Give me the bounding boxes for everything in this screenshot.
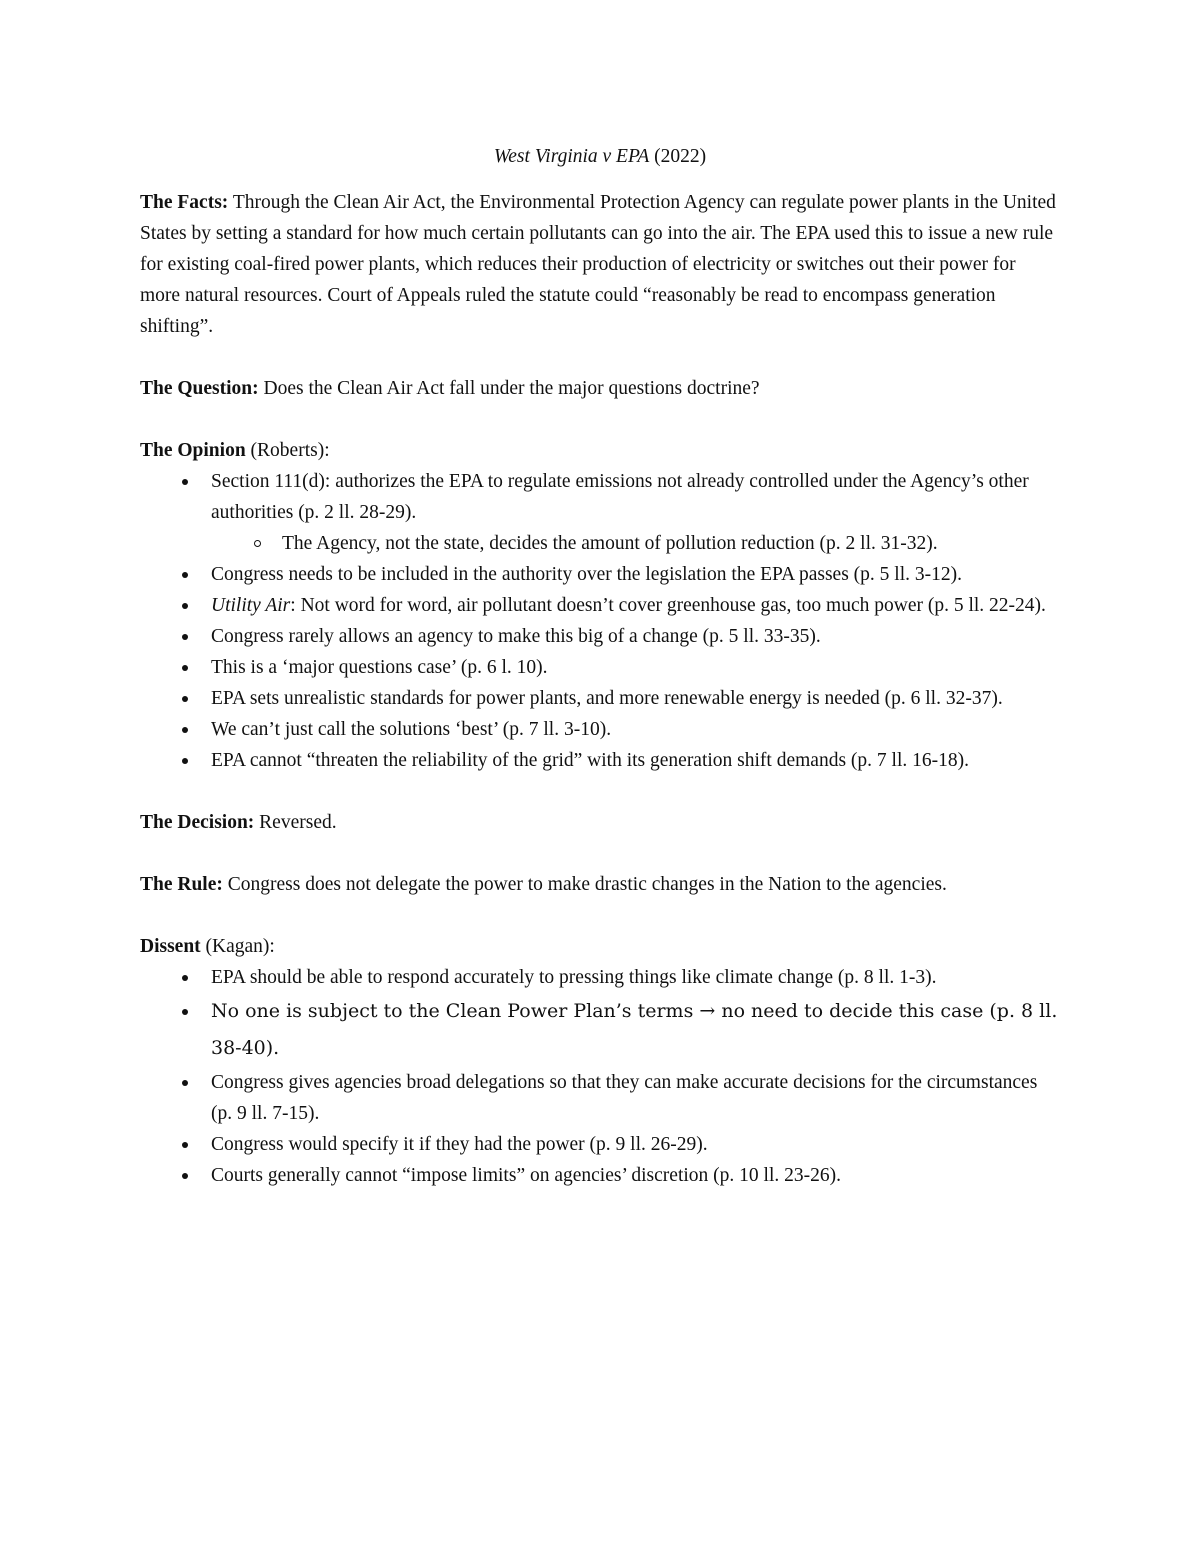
decision-label: The Decision: — [140, 812, 255, 833]
sub-list-item: The Agency, not the state, decides the amount of pollution reduction (p. 2 ll. 31-32). — [211, 528, 1060, 559]
list-item: EPA cannot “threaten the reliability of the grid” with its generation shift demands (p. 7 ll. 16-18). — [140, 745, 1060, 776]
rule-paragraph — [140, 869, 1060, 900]
document-title — [140, 141, 1060, 172]
dissent-list — [140, 962, 1060, 1191]
opinion-heading — [140, 435, 1060, 466]
utility-air-label: Utility Air — [211, 595, 291, 616]
spacer — [140, 900, 1060, 931]
rule-label: The Rule: — [140, 874, 223, 895]
facts-label: The Facts: — [140, 192, 229, 213]
document-page — [140, 141, 1060, 1191]
list-item: Courts generally cannot “impose limits” on agencies’ discretion (p. 10 ll. 23-26). — [140, 1160, 1060, 1191]
list-item: Congress rarely allows an agency to make this big of a change (p. 5 ll. 33-35). — [140, 621, 1060, 652]
facts-paragraph — [140, 187, 1060, 342]
question-paragraph — [140, 373, 1060, 404]
decision-text: Reversed. — [259, 812, 337, 833]
list-item: Utility Air: Not word for word, air pollutant doesn’t cover greenhouse gas, too much power (p. 5 ll. 22-24). — [140, 590, 1060, 621]
question-text: Does the Clean Air Act fall under the major questions doctrine? — [263, 378, 760, 399]
spacer — [140, 404, 1060, 435]
opinion-author: (Roberts): — [250, 440, 330, 461]
dissent-heading — [140, 931, 1060, 962]
list-item: EPA sets unrealistic standards for power plants, and more renewable energy is needed (p. 6 ll. 32-37). — [140, 683, 1060, 714]
opinion-list — [140, 466, 1060, 776]
list-item: EPA should be able to respond accurately to pressing things like climate change (p. 8 ll. 1-3). — [140, 962, 1060, 993]
case-year: (2022) — [654, 146, 707, 167]
opinion-label: The Opinion — [140, 440, 246, 461]
question-label: The Question: — [140, 378, 259, 399]
rule-text: Congress does not delegate the power to make drastic changes in the Nation to the agencies. — [227, 874, 947, 895]
list-item: We can’t just call the solutions ‘best’ (p. 7 ll. 3-10). — [140, 714, 1060, 745]
dissent-label: Dissent — [140, 936, 201, 957]
dissent-author: (Kagan): — [205, 936, 275, 957]
list-item: No one is subject to the Clean Power Plan’s terms → no need to decide this case (p. 8 ll. 38-40). — [140, 993, 1060, 1067]
opinion-sublist — [211, 528, 1060, 559]
list-item: Section 111(d): authorizes the EPA to regulate emissions not already controlled under the Agency’s other authorities (p. 2 ll. 28-29). The Agency, not the state, decides the amount of pollution reduction (p. 2 ll. 31-32). — [140, 466, 1060, 559]
list-item: Congress needs to be included in the authority over the legislation the EPA passes (p. 5 ll. 3-12). — [140, 559, 1060, 590]
list-item: Congress gives agencies broad delegations so that they can make accurate decisions for the circumstances (p. 9 ll. 7-15). — [140, 1067, 1060, 1129]
spacer — [140, 838, 1060, 869]
decision-paragraph — [140, 807, 1060, 838]
facts-text: Through the Clean Air Act, the Environmental Protection Agency can regulate power plants in the United States by setting a standard for how much certain pollutants can go into the air. The EPA used this to issue a new rule for existing coal-fired power plants, which reduces their production of electricity or switches out their power for more natural resources. Court of Appeals ruled the statute could “reasonably be read to encompass generation shifting”. — [140, 192, 1056, 337]
spacer — [140, 342, 1060, 373]
spacer — [140, 776, 1060, 807]
list-item: This is a ‘major questions case’ (p. 6 l. 10). — [140, 652, 1060, 683]
list-item: Congress would specify it if they had the power (p. 9 ll. 26-29). — [140, 1129, 1060, 1160]
case-name: West Virginia v EPA — [493, 146, 650, 167]
